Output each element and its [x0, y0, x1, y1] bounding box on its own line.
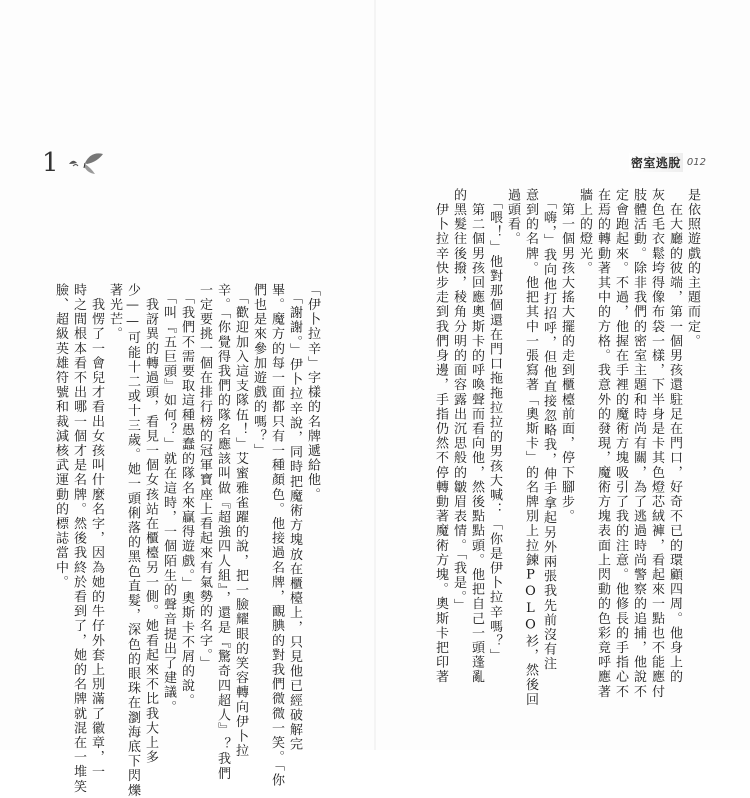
book-title: 密室逃脫 — [629, 153, 683, 172]
left-col-3: 畢。魔方的每一面都只有一種顏色。他接過名牌，靦腆的對我們微微一笑。「你 — [269, 283, 284, 788]
right-col-5: 定會跑起來。不過，他握在手裡的魔術方塊吸引了我的注意。他修長的手指心不 — [613, 188, 628, 699]
left-col-6: 辛。「你覺得我們的隊名應該叫做『超強四人組』，還是『驚奇四超人』？我們 — [215, 283, 230, 781]
right-col-7: 牆上的燈光。 — [577, 188, 592, 276]
right-col-3: 灰色毛衣鬆垮得像布袋一樣，下半身是卡其色燈芯絨褲，看起來一點也不能應付 — [649, 188, 664, 699]
chapter-number: 1 — [42, 148, 59, 178]
left-col-4: 們也是來參加遊戲的嗎？」 — [251, 283, 266, 459]
left-col-5: 「歡迎加入這支隊伍！」艾蜜雅雀躍的說，把一臉耀眼的笑容轉向伊卜拉 — [233, 283, 248, 759]
left-col-8: 「我們不需要取這種愚蠢的隊名來贏得遊戲。」奧斯卡不屑的說。 — [179, 283, 194, 708]
right-col-2: 在大廳的彼端，第一個男孩還駐足在門口，好奇不已的環顧四周。他身上的 — [667, 188, 682, 685]
left-col-12: 著光芒。 — [107, 283, 122, 342]
butterfly-icon — [63, 150, 105, 176]
left-col-15: 臉、超級英雄符號和裁減核武運動的標誌當中。 — [53, 283, 68, 590]
right-page — [375, 0, 750, 750]
right-col-11: 過頭看。 — [505, 188, 520, 247]
left-col-7: 一定要挑一個在排行榜的冠軍寶座上看起來有氣勢的名字。」 — [197, 283, 212, 671]
right-col-6: 在焉的轉動著其中的方格。我意外的發現，魔術方塊表面上閃動的色彩竟呼應著 — [595, 188, 610, 699]
right-col-14: 的黑髮往後撥，稜角分明的面容露出沉思般的皺眉表情。「我是。」 — [451, 188, 466, 613]
right-col-1: 是依照遊戲的主題而定。 — [685, 188, 700, 349]
left-col-13: 我愣了一會兒才看出女孩叫什麼名字，因為她的牛仔外套上別滿了徽章，一 — [89, 283, 104, 780]
left-col-11: 少——可能十二或十三歲。她一頭俐落的黑色直髮，深色的眼珠在瀏海底下閃爍 — [125, 283, 140, 798]
left-col-2: 「謝謝。」伊卜拉辛說，同時把魔術方塊放在櫃檯上，只見他已經破解完 — [287, 283, 302, 752]
left-col-14: 時之間根本看不出哪一個才是名牌。然後我終於看到了，她的名牌就混在一堆笑 — [71, 283, 86, 794]
page-number: 012 — [686, 157, 706, 168]
right-col-8: 第一個男孩大搖大擺的走到櫃檯前面，停下腳步。 — [559, 188, 574, 524]
right-col-15: 伊卜拉辛快步走到我們身邊，手指仍然不停轉動著魔術方塊。奧斯卡把印著 — [433, 188, 448, 685]
right-col-13: 第二個男孩回應奧斯卡的呼喚聲而看向他，然後點點頭。他把自己一頭蓬亂 — [469, 188, 484, 685]
left-col-1: 「伊卜拉辛」字樣的名牌遞給他。 — [305, 283, 320, 502]
right-col-12: 「喂！」他對那個還在門口拖拖拉拉的男孩大喊：「你是伊卜拉辛嗎？」 — [487, 188, 502, 664]
right-col-4: 肢體活動。除非我們的密室主題和時尚有關，為了逃過時尚警察的追捕，他說不 — [631, 188, 646, 699]
chapter-marker — [42, 150, 105, 176]
left-col-10: 我訝異的轉過頭，看見一個女孩站在櫃檯另一側。她看起來不比我大上多 — [143, 283, 158, 765]
running-header — [629, 153, 706, 172]
left-col-9: 「叫『五巨頭』如何？」就在這時，一個陌生的聲音提出了建議。 — [161, 283, 176, 715]
right-col-9: 「嗨，」我向他打招呼，但他直接忽略我，伸手拿起另外兩張我先前沒有注 — [541, 188, 556, 672]
right-col-10: 意到的名牌。他把其中一張寫著「奧斯卡」的名牌別上拉鍊POLO衫，然後回 — [523, 188, 538, 707]
